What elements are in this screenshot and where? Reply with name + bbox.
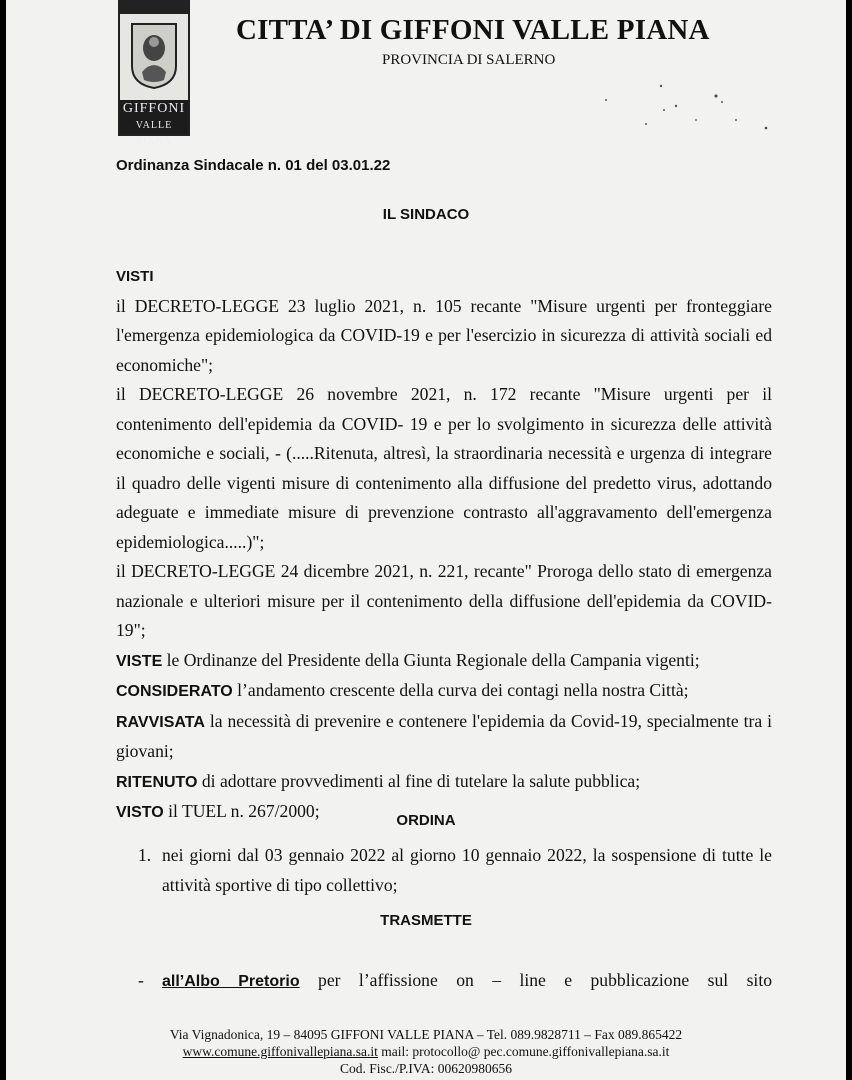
- ordinance-reference: Ordinanza Sindacale n. 01 del 03.01.22: [116, 157, 391, 174]
- footer-address: Via Vignadonica, 19 – 84095 GIFFONI VALLE PIANA – Tel. 089.9828711 – Fax 089.865422: [169, 1027, 683, 1042]
- heading-trasmette: TRASMETTE: [380, 912, 472, 929]
- list-item-text: nei giorni dal 03 gennaio 2022 al giorno 10 gennaio 2022, la sospensione di tutte le attività sportive di tipo collettivo;: [162, 845, 772, 895]
- trasmette-list-item: [138, 967, 772, 995]
- footer-tax-code: Cod. Fisc./P.IVA: 00620980656: [340, 1061, 512, 1076]
- scan-noise-decoration: [586, 80, 786, 140]
- clause-keyword: VISTE: [116, 652, 163, 670]
- clause-viste: [116, 646, 772, 677]
- list-bullet: -: [138, 970, 144, 990]
- footer-mail: mail: protocollo@ pec.comune.giffonivallepiana.sa.it: [377, 1044, 670, 1059]
- clause-keyword: VISTO: [116, 804, 164, 821]
- clause-keyword: CONSIDERATO: [116, 683, 233, 700]
- website-link[interactable]: www.comune.giffonivallepiana.sa.it: [182, 1044, 378, 1059]
- footer-contacts: [6, 1043, 846, 1060]
- albo-pretorio-keyword: all’Albo Pretorio: [162, 973, 300, 990]
- crest-name-line2: VALLE PIANA: [120, 118, 188, 134]
- clause-considerato: [116, 676, 772, 707]
- clause-text: il TUEL n. 267/2000;: [163, 801, 320, 821]
- clause-text: le Ordinanze del Presidente della Giunta Regionale della Campania vigenti;: [162, 649, 700, 670]
- clause-text: la necessità di prevenire e contenere l'epidemia da Covid-19, specialmente tra i giovani;: [116, 710, 772, 761]
- clause-keyword: RITENUTO: [116, 773, 198, 791]
- clause-keyword: RAVVISATA: [116, 713, 205, 731]
- clause-ravvisata: [116, 707, 772, 767]
- list-item-text: per l’affissione on – line e pubblicazione sul sito: [299, 970, 772, 990]
- shield-icon: [130, 22, 178, 90]
- visti-paragraph: il DECRETO-LEGGE 24 dicembre 2021, n. 221, recante" Proroga dello stato di emergenza nazionale e ulteriori misure per il contenimento della diffusione dell'epidemia da COVID-19";: [116, 561, 772, 640]
- visti-label: VISTI: [116, 268, 154, 285]
- visti-paragraph: il DECRETO-LEGGE 23 luglio 2021, n. 105 recante "Misure urgenti per fronteggiare l'emergenza epidemiologica da COVID-19 e per l'esercizio in sicurezza di attività sociali ed economiche";: [116, 295, 772, 375]
- municipal-crest: [118, 0, 190, 147]
- ordina-list-item: [138, 841, 772, 900]
- document-page: [6, 0, 846, 1080]
- heading-il-sindaco: IL SINDACO: [382, 206, 470, 223]
- footer: [6, 1026, 846, 1077]
- crest-name-line1: GIFFONI: [120, 100, 188, 118]
- province-label: PROVINCIA DI SALERNO: [382, 52, 556, 68]
- clause-ritenuto: [116, 767, 772, 798]
- premises-body: [116, 262, 772, 828]
- heading-ordina: ORDINA: [396, 812, 456, 829]
- list-item-number: 1.: [138, 845, 152, 865]
- crest-top-band: [120, 2, 188, 14]
- city-title: CITTA’ DI GIFFONI VALLE PIANA: [236, 14, 710, 46]
- clause-text: l’andamento crescente della curva dei contagi nella nostra Città;: [232, 680, 689, 700]
- clause-text: di adottare provvedimenti al fine di tutelare la salute pubblica;: [197, 770, 641, 791]
- visti-paragraph: il DECRETO-LEGGE 26 novembre 2021, n. 172 recante "Misure urgenti per il contenimento dell'epidemia da COVID- 19 e per lo svolgimento in sicurezza delle attività economiche e sociali, - (.....Ritenuta, altresì, la straordinaria necessità e urgenza di integrare il quadro delle vigenti misure di contenimento alla diffusione del predetto virus, adottando adeguate e immediate misure di prevenzione contrasto all'aggravamento dell'emergenza epidemiologica.....)";: [116, 384, 772, 552]
